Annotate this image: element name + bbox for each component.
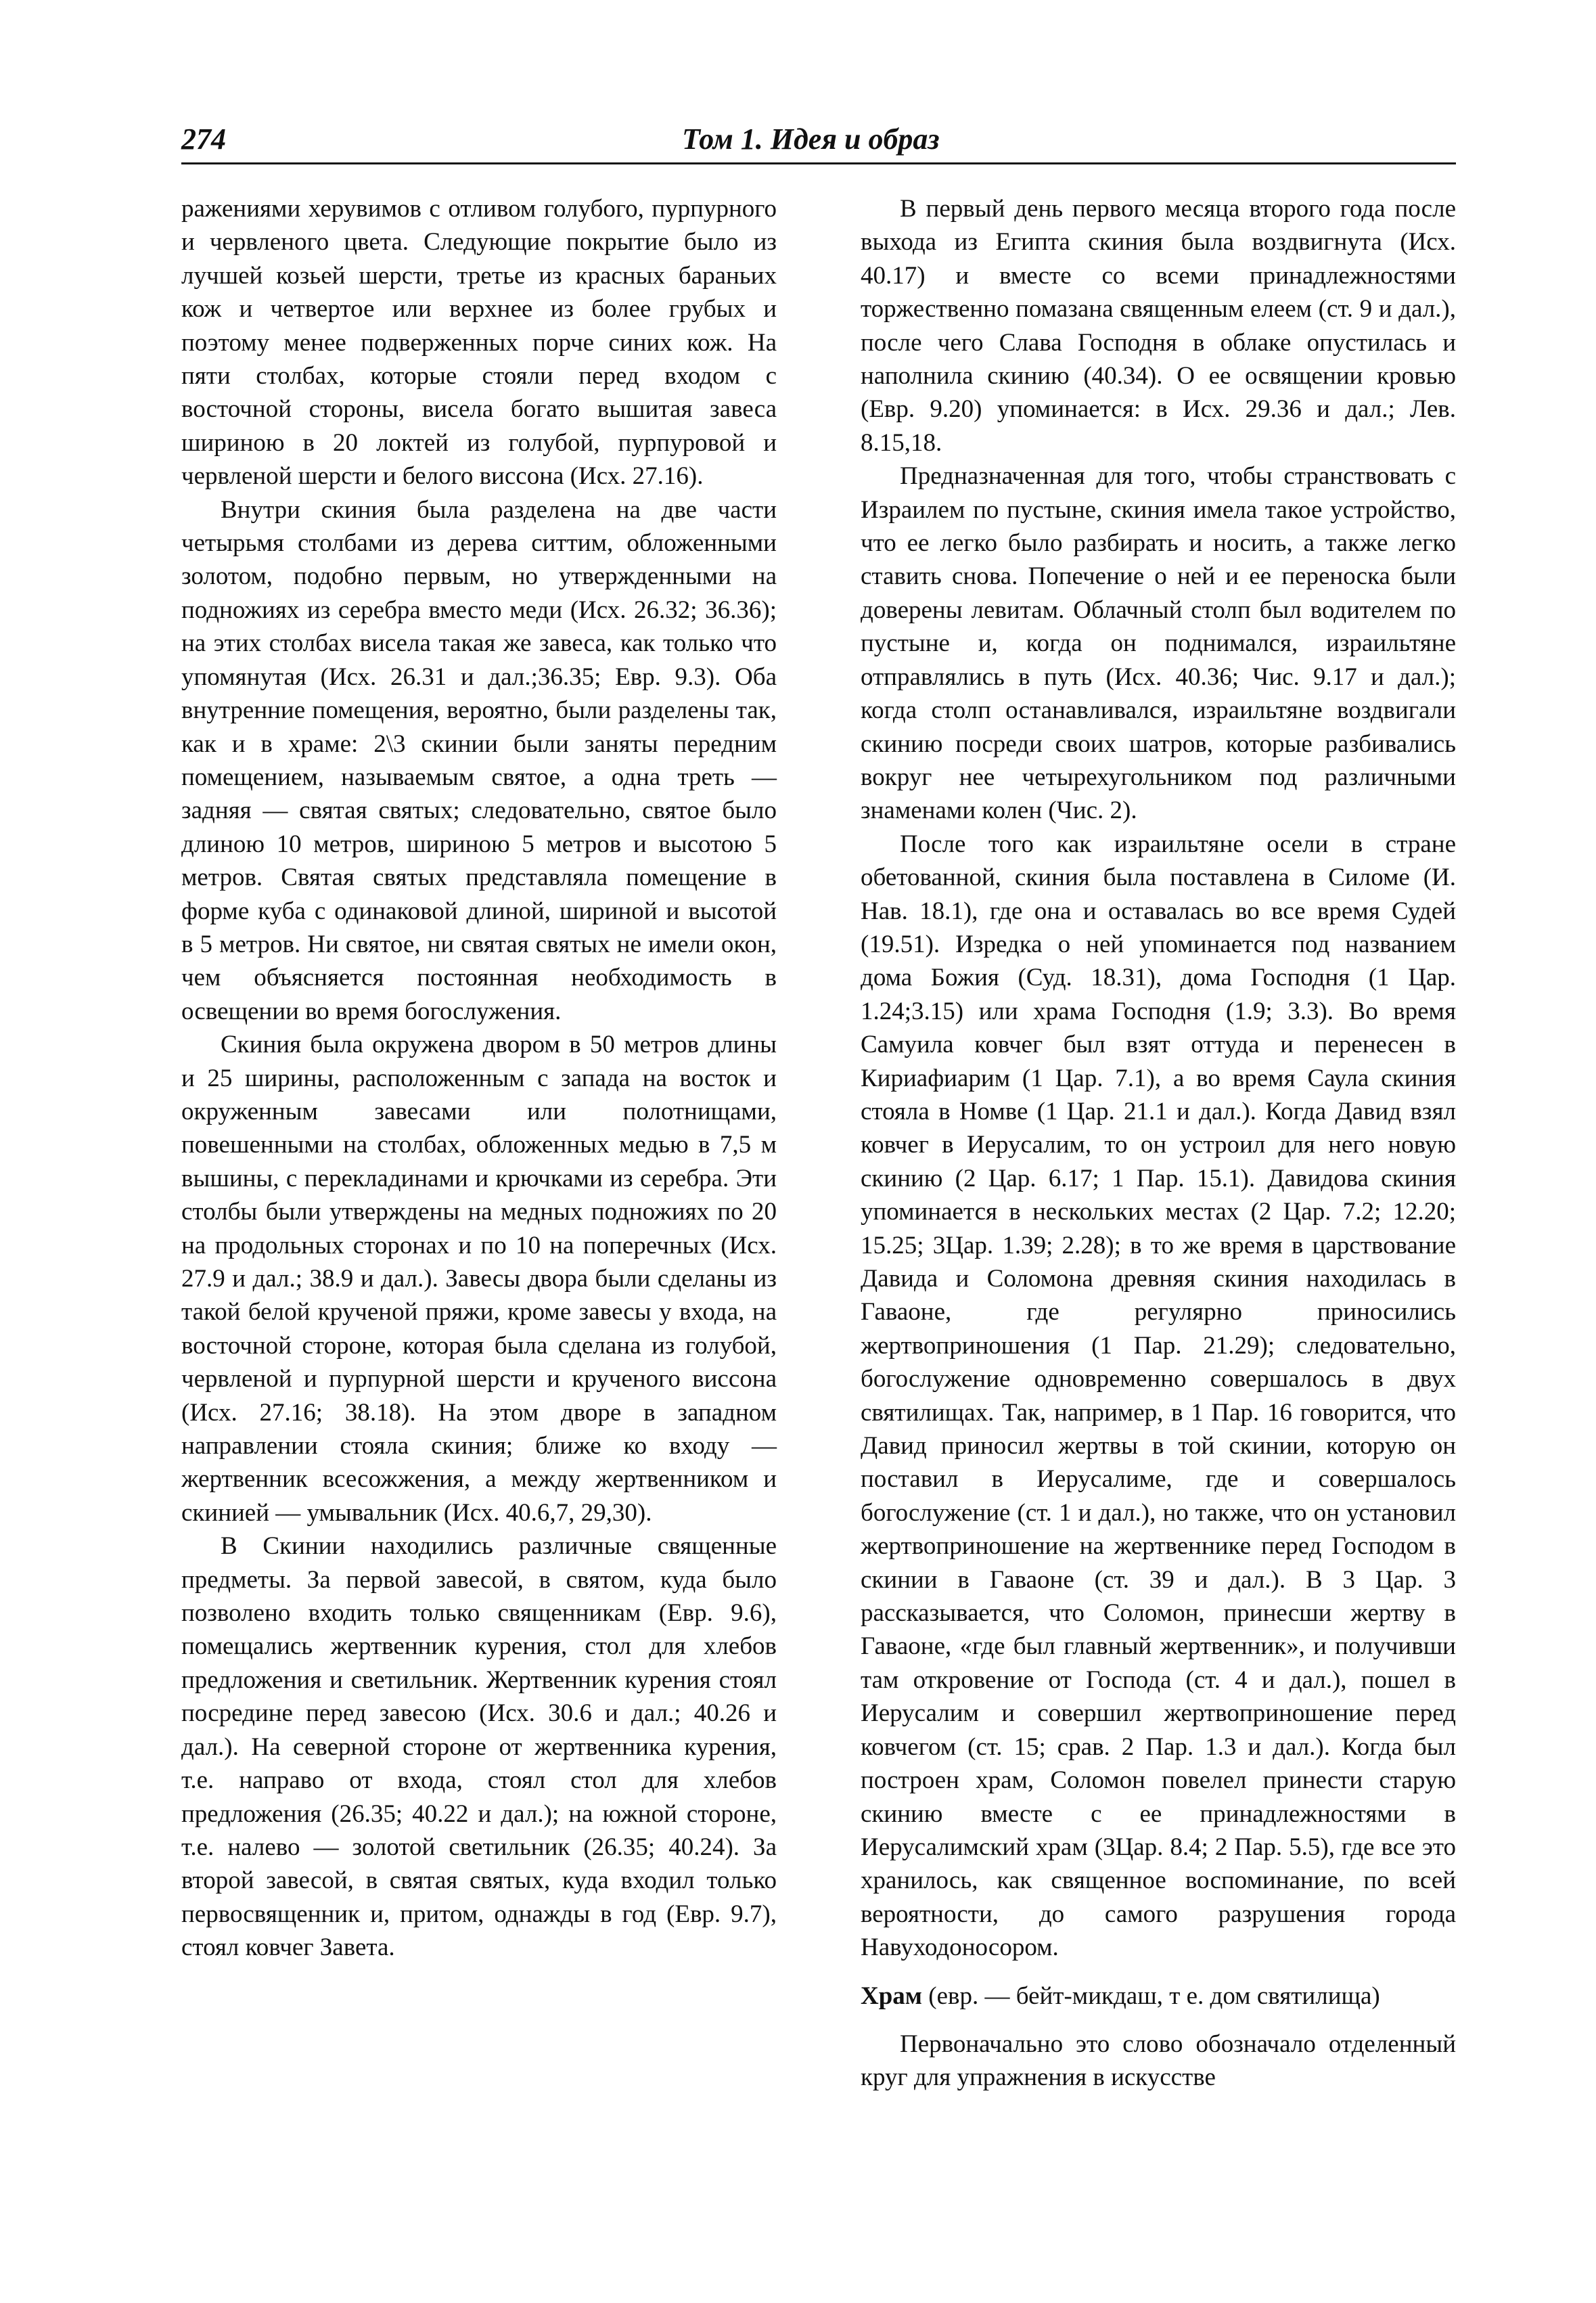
section-heading <box>861 1980 1456 2013</box>
paragraph: В Скинии находились различные священные предметы. За первой завесой, в святом, куда было позволено входить только священникам (Евр. 9.6), помещались жертвенник курения, стол для хлебов предложения и светильник. Жертвенник курения стоял посредине перед завесою (Исх. 30.6 и дал.; 40.26 и дал.). На северной стороне от жертвенника курения, т.е. направо от входа, стоял стол для хлебов предложения (26.35; 40.22 и дал.); на южной стороне, т.е. налево — золотой светильник (26.35; 40.24). За второй завесой, в святая святых, куда входил только первосвященник и, притом, однажды в год (Евр. 9.7), стоял ковчег Завета. <box>181 1532 777 1962</box>
page-header <box>181 120 1456 161</box>
paragraph: В первый день первого месяца второго года после выхода из Египта скиния была воздвигнута (Исх. 40.17) и вместе со всеми принадлежностями торжественно помазана священным елеем (ст. 9 и дал.), после чего Слава Господня в облаке опустилась и наполнила скинию (40.34). О ее освящении кровью (Евр. 9.20) упоминается: в Исх. 29.36 и дал.; Лев. 8.15,18. <box>861 195 1456 457</box>
page-number: 274 <box>181 122 226 156</box>
left-column <box>181 192 777 1965</box>
paragraph: Внутри скиния была разделена на две части четырьмя столбами из дерева ситтим, обложенными золотом, подобно первым, но утвержденными на подножиях из серебра вместо меди (Исх. 26.32; 36.36); на этих столбах висела такая же завеса, как только что упомянутая (Исх. 26.31 и дал.;36.35; Евр. 9.3). Оба внутренние помещения, вероятно, были разделены так, как и в храме: 2\3 скинии были заняты передним помещением, называемым святое, а одна треть — задняя — святая святых; следовательно, святое было длиною 10 метров, шириною 5 метров и высотою 5 метров. Святая святых представляла помещение в форме куба с одинаковой длиной, шириной и высотой в 5 метров. Ни святое, ни святая святых не имели окон, чем объясняется постоянная необходимость в освещении во время богослужения. <box>181 495 777 1025</box>
paragraph: Скиния была окружена двором в 50 метров длины и 25 ширины, расположенным с запада на восток и окруженным завесами или полотнищами, повешенными на столбах, обложенных медью в 7,5 м вышины, с перекладинами и крючками из серебра. Эти столбы были утверждены на медных подножиях по 20 на продольных сторонах и по 10 на поперечных (Исх. 27.9 и дал.; 38.9 и дал.). Завесы двора были сделаны из такой белой крученой пряжи, кроме завесы у входа, на восточной стороне, которая была сделана из голубой, червленой и пурпурной шерсти и крученого виссона (Исх. 27.16; 38.18). На этом дворе в западном направлении стояла скиния; ближе ко входу — жертвенник всесожжения, а между жертвенником и скинией — умывальник (Исх. 40.6,7, 29,30). <box>181 1031 777 1527</box>
paragraph: Первоначально это слово обозначало отделенный круг для упражнения в искусстве <box>861 2030 1456 2092</box>
heading-gloss: (евр. — бейт-микдаш, т е. дом святилища) <box>922 1982 1380 2010</box>
right-column <box>861 192 1456 2095</box>
paragraph: После того как израильтяне осели в стране обетованной, скиния была поставлена в Силоме (И. Нав. 18.1), где она и оставалась во все время Судей (19.51). Изредка о ней упоминается под названием дома Божия (Суд. 18.31), дома Господня (1 Цар. 1.24;3.15) или храма Господня (1.9; 3.3). Во время Самуила ковчег был взят оттуда и перенесен в Кириафиарим (1 Цар. 7.1), а во время Саула скиния стояла в Номве (1 Цар. 21.1 и дал.). Когда Давид взял ковчег в Иерусалим, то он устроил для него новую скинию (2 Цар. 6.17; 1 Пар. 15.1). Давидова скиния упоминается в нескольких местах (2 Цар. 7.2; 12.20; 15.25; 3Цар. 1.39; 2.28); в то же время в царствование Давида и Соломона древняя скиния находилась в Гаваоне, где регулярно приносились жертвоприношения (1 Пар. 21.29); следовательно, богослужение одновременно совершалось в двух святилищах. Так, например, в 1 Пар. 16 говорится, что Давид приносил жертвы в той скинии, которую он поставил в Иерусалиме, где и совершалось богослужение (ст. 1 и дал.), но также, что он установил жертвоприношение на жертвеннике перед Господом в скинии в Гаваоне (ст. 39 и дал.). В 3 Цар. 3 рассказывается, что Соломон, принесши жертву в Гаваоне, «где был главный жертвенник», и получивши там откровение от Господа (ст. 4 и дал.), пошел в Иерусалим и совершил жертвоприношение перед ковчегом (ст. 15; срав. 2 Пар. 1.3 и дал.). Когда был построен храм, Соломон повелел принести старую скинию вместе с ее принадлежностями в Иерусалимский храм (3Цар. 8.4; 2 Пар. 5.5), где все это хранилось, как священное воспоминание, по всей вероятности, до самого разрушения города Навуходоносором. <box>861 830 1456 1962</box>
running-title: Том 1. Идея и образ <box>682 122 940 156</box>
paragraph: ражениями херувимов с отливом голубого, пурпурного и червленого цвета. Следующие покрытие было из лучшей козьей шерсти, третье из красных бараньих кож и четвертое или верхнее из более грубых и поэтому менее подверженных порче синих кож. На пяти столбах, которые стояли перед входом с восточной стороны, висела богато вышитая завеса шириною в 20 локтей из голубой, пурпуровой и червленой шерсти и белого виссона (Исх. 27.16). <box>181 195 777 491</box>
heading-word: Храм <box>861 1982 923 2010</box>
header-rule <box>181 162 1456 164</box>
paragraph: Предназначенная для того, чтобы странствовать с Израилем по пустыне, скиния имела такое устройство, что ее легко было разбирать и носить, а также легко ставить снова. Попечение о ней и ее переноска были доверены левитам. Облачный столп был водителем по пустыне и, когда он поднимался, израильтяне отправлялись в путь (Исх. 40.36; Чис. 9.17 и дал.); когда столп останавливался, израильтяне воздвигали скинию посреди своих шатров, которые разбивались вокруг нее четырехугольником под различными знаменами колен (Чис. 2). <box>861 462 1456 825</box>
